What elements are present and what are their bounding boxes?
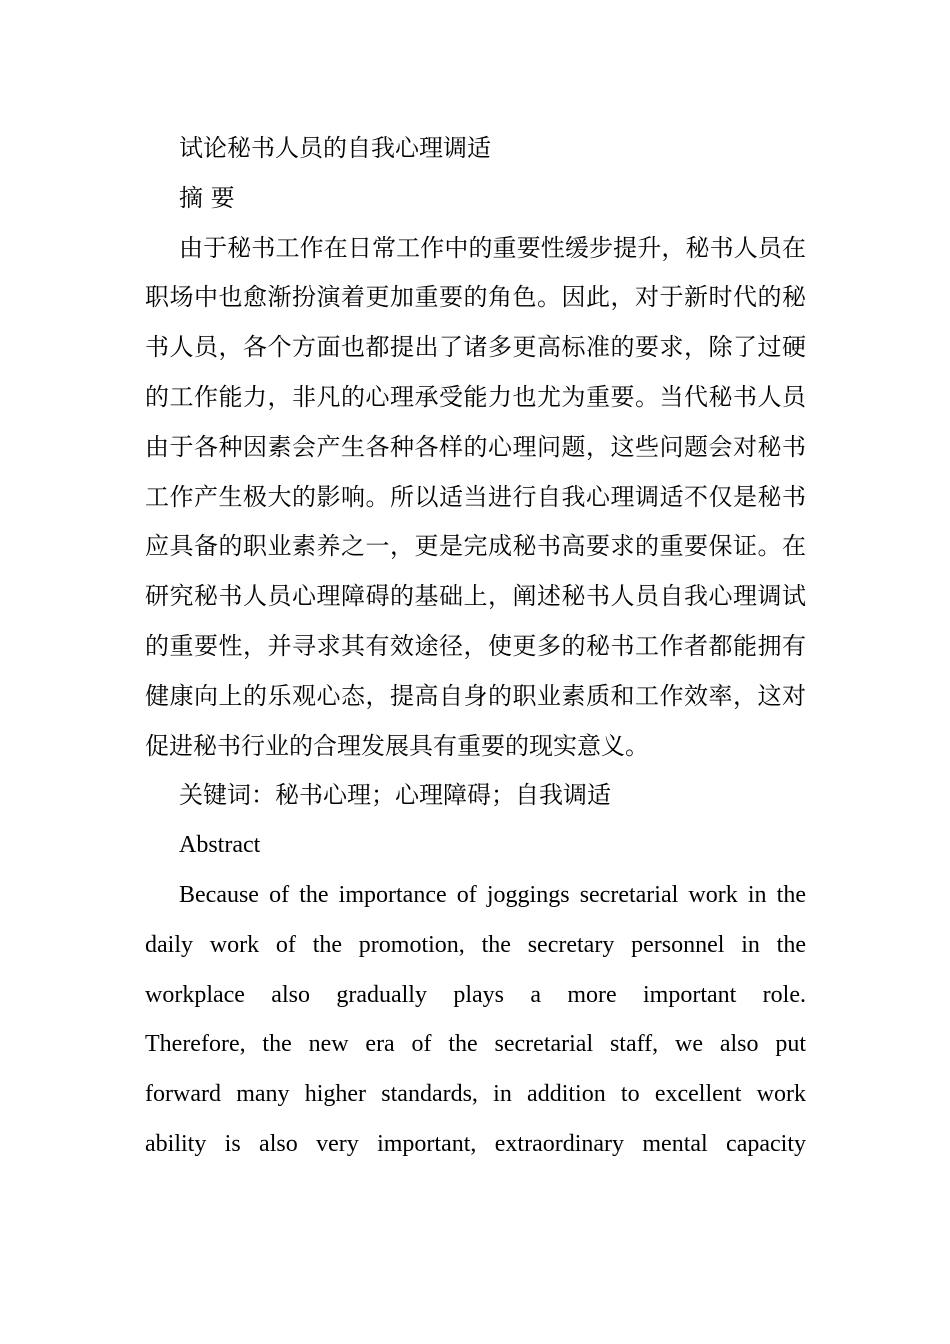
- abstract-heading: 摘 要: [179, 183, 235, 212]
- abstract-english-line: forward many higher standards, in addition to excellent work: [145, 1081, 806, 1108]
- abstract-english-line: Because of the importance of joggings secretarial work in the: [179, 881, 806, 908]
- abstract-english-paragraph: [145, 871, 806, 1170]
- abstract-chinese-paragraph: 由于秘书工作在日常工作中的重要性缓步提升，秘书人员在职场中也愈渐扮演着更加重要的角色。因此，对于新时代的秘书人员，各个方面也都提出了诸多更高标准的要求，除了过硬的工作能力，非凡的心理承受能力也尤为重要。当代秘书人员由于各种因素会产生各种各样的心理问题，这些问题会对秘书工作产生极大的影响。所以适当进行自我心理调适不仅是秘书应具备的职业素养之一，更是完成秘书高要求的重要保证。在研究秘书人员心理障碍的基础上，阐述秘书人员自我心理调试的重要性，并寻求其有效途径，使更多的秘书工作者都能拥有健康向上的乐观心态，提高自身的职业素质和工作效率，这对促进秘书行业的合理发展具有重要的现实意义。: [145, 233, 806, 760]
- document-page: [145, 124, 806, 1170]
- abstract-english-line: workplace also gradually plays a more important role.: [145, 981, 806, 1008]
- keywords-line: 关键词：秘书心理；心理障碍；自我调适: [179, 781, 611, 810]
- abstract-english-line: Therefore, the new era of the secretarial staff, we also put: [145, 1031, 806, 1058]
- abstract-english-heading: Abstract: [179, 832, 261, 859]
- abstract-english-line: daily work of the promotion, the secretary personnel in the: [145, 931, 806, 958]
- document-title: 试论秘书人员的自我心理调适: [179, 134, 491, 162]
- abstract-english-line: ability is also very important, extraordinary mental capacity: [145, 1130, 806, 1157]
